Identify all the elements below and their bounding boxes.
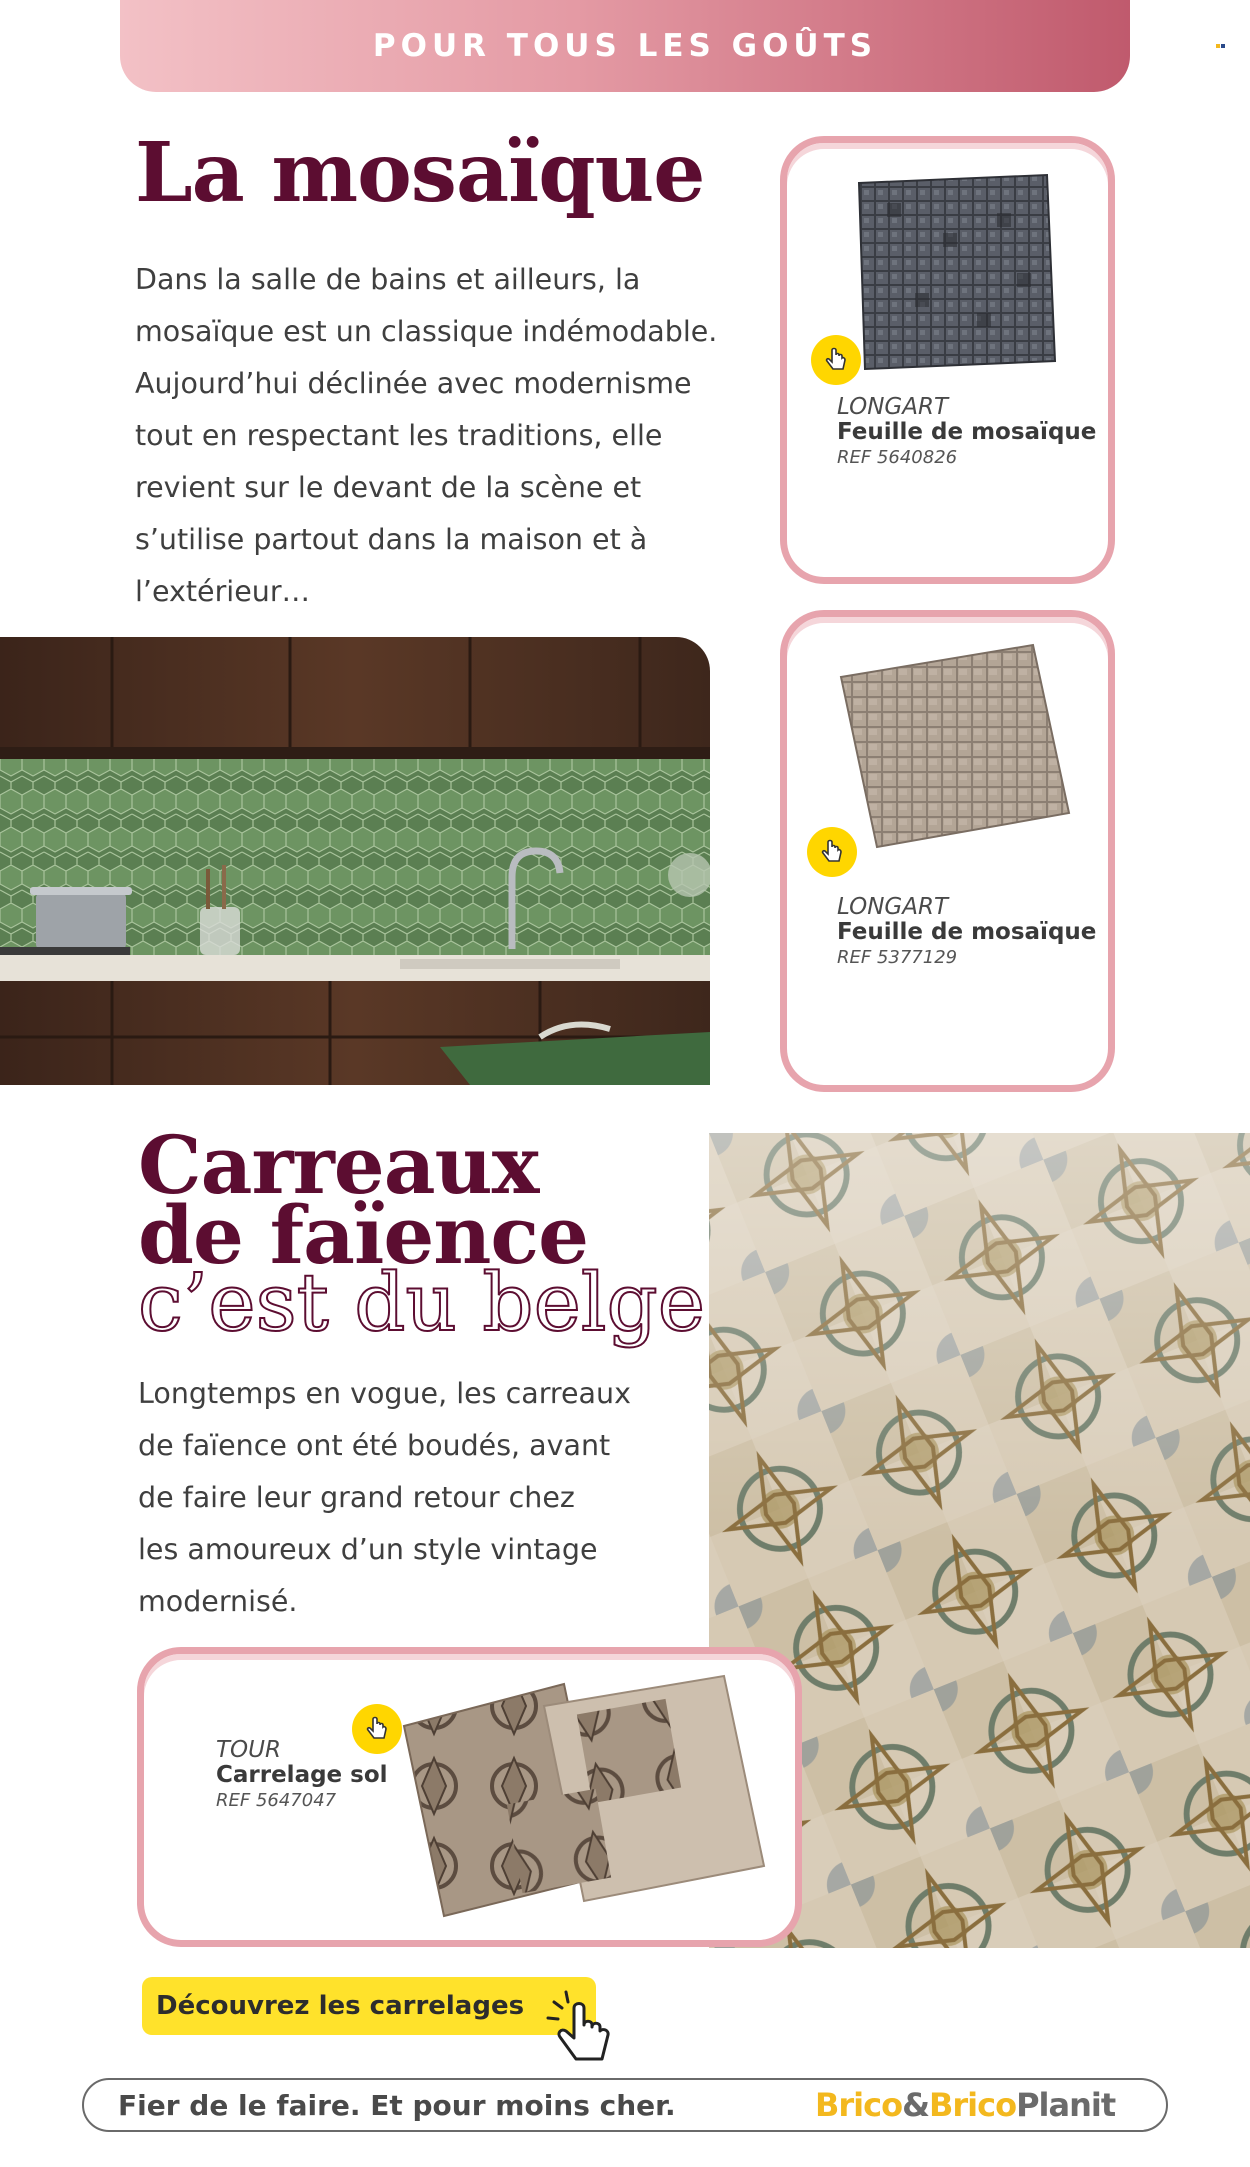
- floor-tiles-image: [394, 1666, 774, 1931]
- product-name: Carrelage sol: [216, 1762, 388, 1789]
- paragraph-line: les amoureux d’un style vintage: [138, 1533, 598, 1566]
- cta-label: Découvrez les carrelages: [156, 1991, 525, 2021]
- product-info: [837, 895, 1096, 969]
- logo-part: Brico: [929, 2086, 1017, 2124]
- paragraph-line: Dans la salle de bains et ailleurs, la: [135, 263, 641, 296]
- section-title-line: Carreaux: [138, 1118, 539, 1212]
- brand-logo[interactable]: [815, 2086, 1115, 2124]
- hand-click-icon: [540, 1988, 630, 2072]
- hand-pointer-icon: [807, 827, 857, 877]
- paragraph-line: Aujourd’hui déclinée avec modernisme: [135, 367, 692, 400]
- discover-tiles-button[interactable]: [142, 1977, 596, 2035]
- corner-mark-icon: [1216, 42, 1226, 52]
- product-card-mosaic-beige[interactable]: [780, 610, 1115, 1092]
- logo-part: Brico: [815, 2086, 903, 2124]
- product-ref: REF 5647047: [216, 1789, 337, 1811]
- faience-paragraph: [138, 1368, 698, 1628]
- banner-text: POUR TOUS LES GOÛTS: [372, 28, 878, 64]
- paragraph-line: de faïence ont été boudés, avant: [138, 1429, 611, 1462]
- beige-mosaic-image: [837, 637, 1077, 852]
- dark-mosaic-image: [847, 173, 1057, 373]
- paragraph-line: modernisé.: [138, 1585, 298, 1618]
- paragraph-line: Longtemps en vogue, les carreaux: [138, 1377, 631, 1410]
- header-banner: [120, 0, 1130, 92]
- kitchen-photo: [0, 637, 710, 1085]
- paragraph-line: revient sur le devant de la scène et: [135, 471, 642, 504]
- footer-slogan: Fier de le faire. Et pour moins cher.: [118, 2089, 676, 2122]
- section-title-mosaique: La mosaïque: [135, 125, 705, 221]
- product-ref: REF 5377129: [837, 946, 958, 968]
- product-card-mosaic-dark[interactable]: [780, 136, 1115, 584]
- section-title-line: de faïence: [138, 1188, 588, 1282]
- logo-amp: &: [902, 2086, 929, 2124]
- product-brand: LONGART: [837, 394, 949, 420]
- product-info: [837, 395, 1096, 469]
- hand-pointer-icon: [811, 335, 861, 385]
- section-title-outline-line: c’est du belge: [138, 1256, 706, 1349]
- paragraph-line: tout en respectant les traditions, elle: [135, 419, 663, 452]
- paragraph-line: l’extérieur…: [135, 575, 311, 608]
- product-brand: LONGART: [837, 894, 949, 920]
- product-brand: TOUR: [216, 1737, 281, 1763]
- paragraph-line: de faire leur grand retour chez: [138, 1481, 575, 1514]
- product-name: Feuille de mosaïque: [837, 919, 1097, 946]
- product-name: Feuille de mosaïque: [837, 419, 1097, 446]
- paragraph-line: s’utilise partout dans la maison et à: [135, 523, 648, 556]
- paragraph-line: mosaïque est un classique indémodable.: [135, 315, 718, 348]
- logo-part: Planit: [1016, 2086, 1116, 2124]
- mosaique-paragraph: [135, 254, 775, 618]
- product-card-carrelage-sol[interactable]: [137, 1647, 802, 1947]
- product-ref: REF 5640826: [837, 446, 958, 468]
